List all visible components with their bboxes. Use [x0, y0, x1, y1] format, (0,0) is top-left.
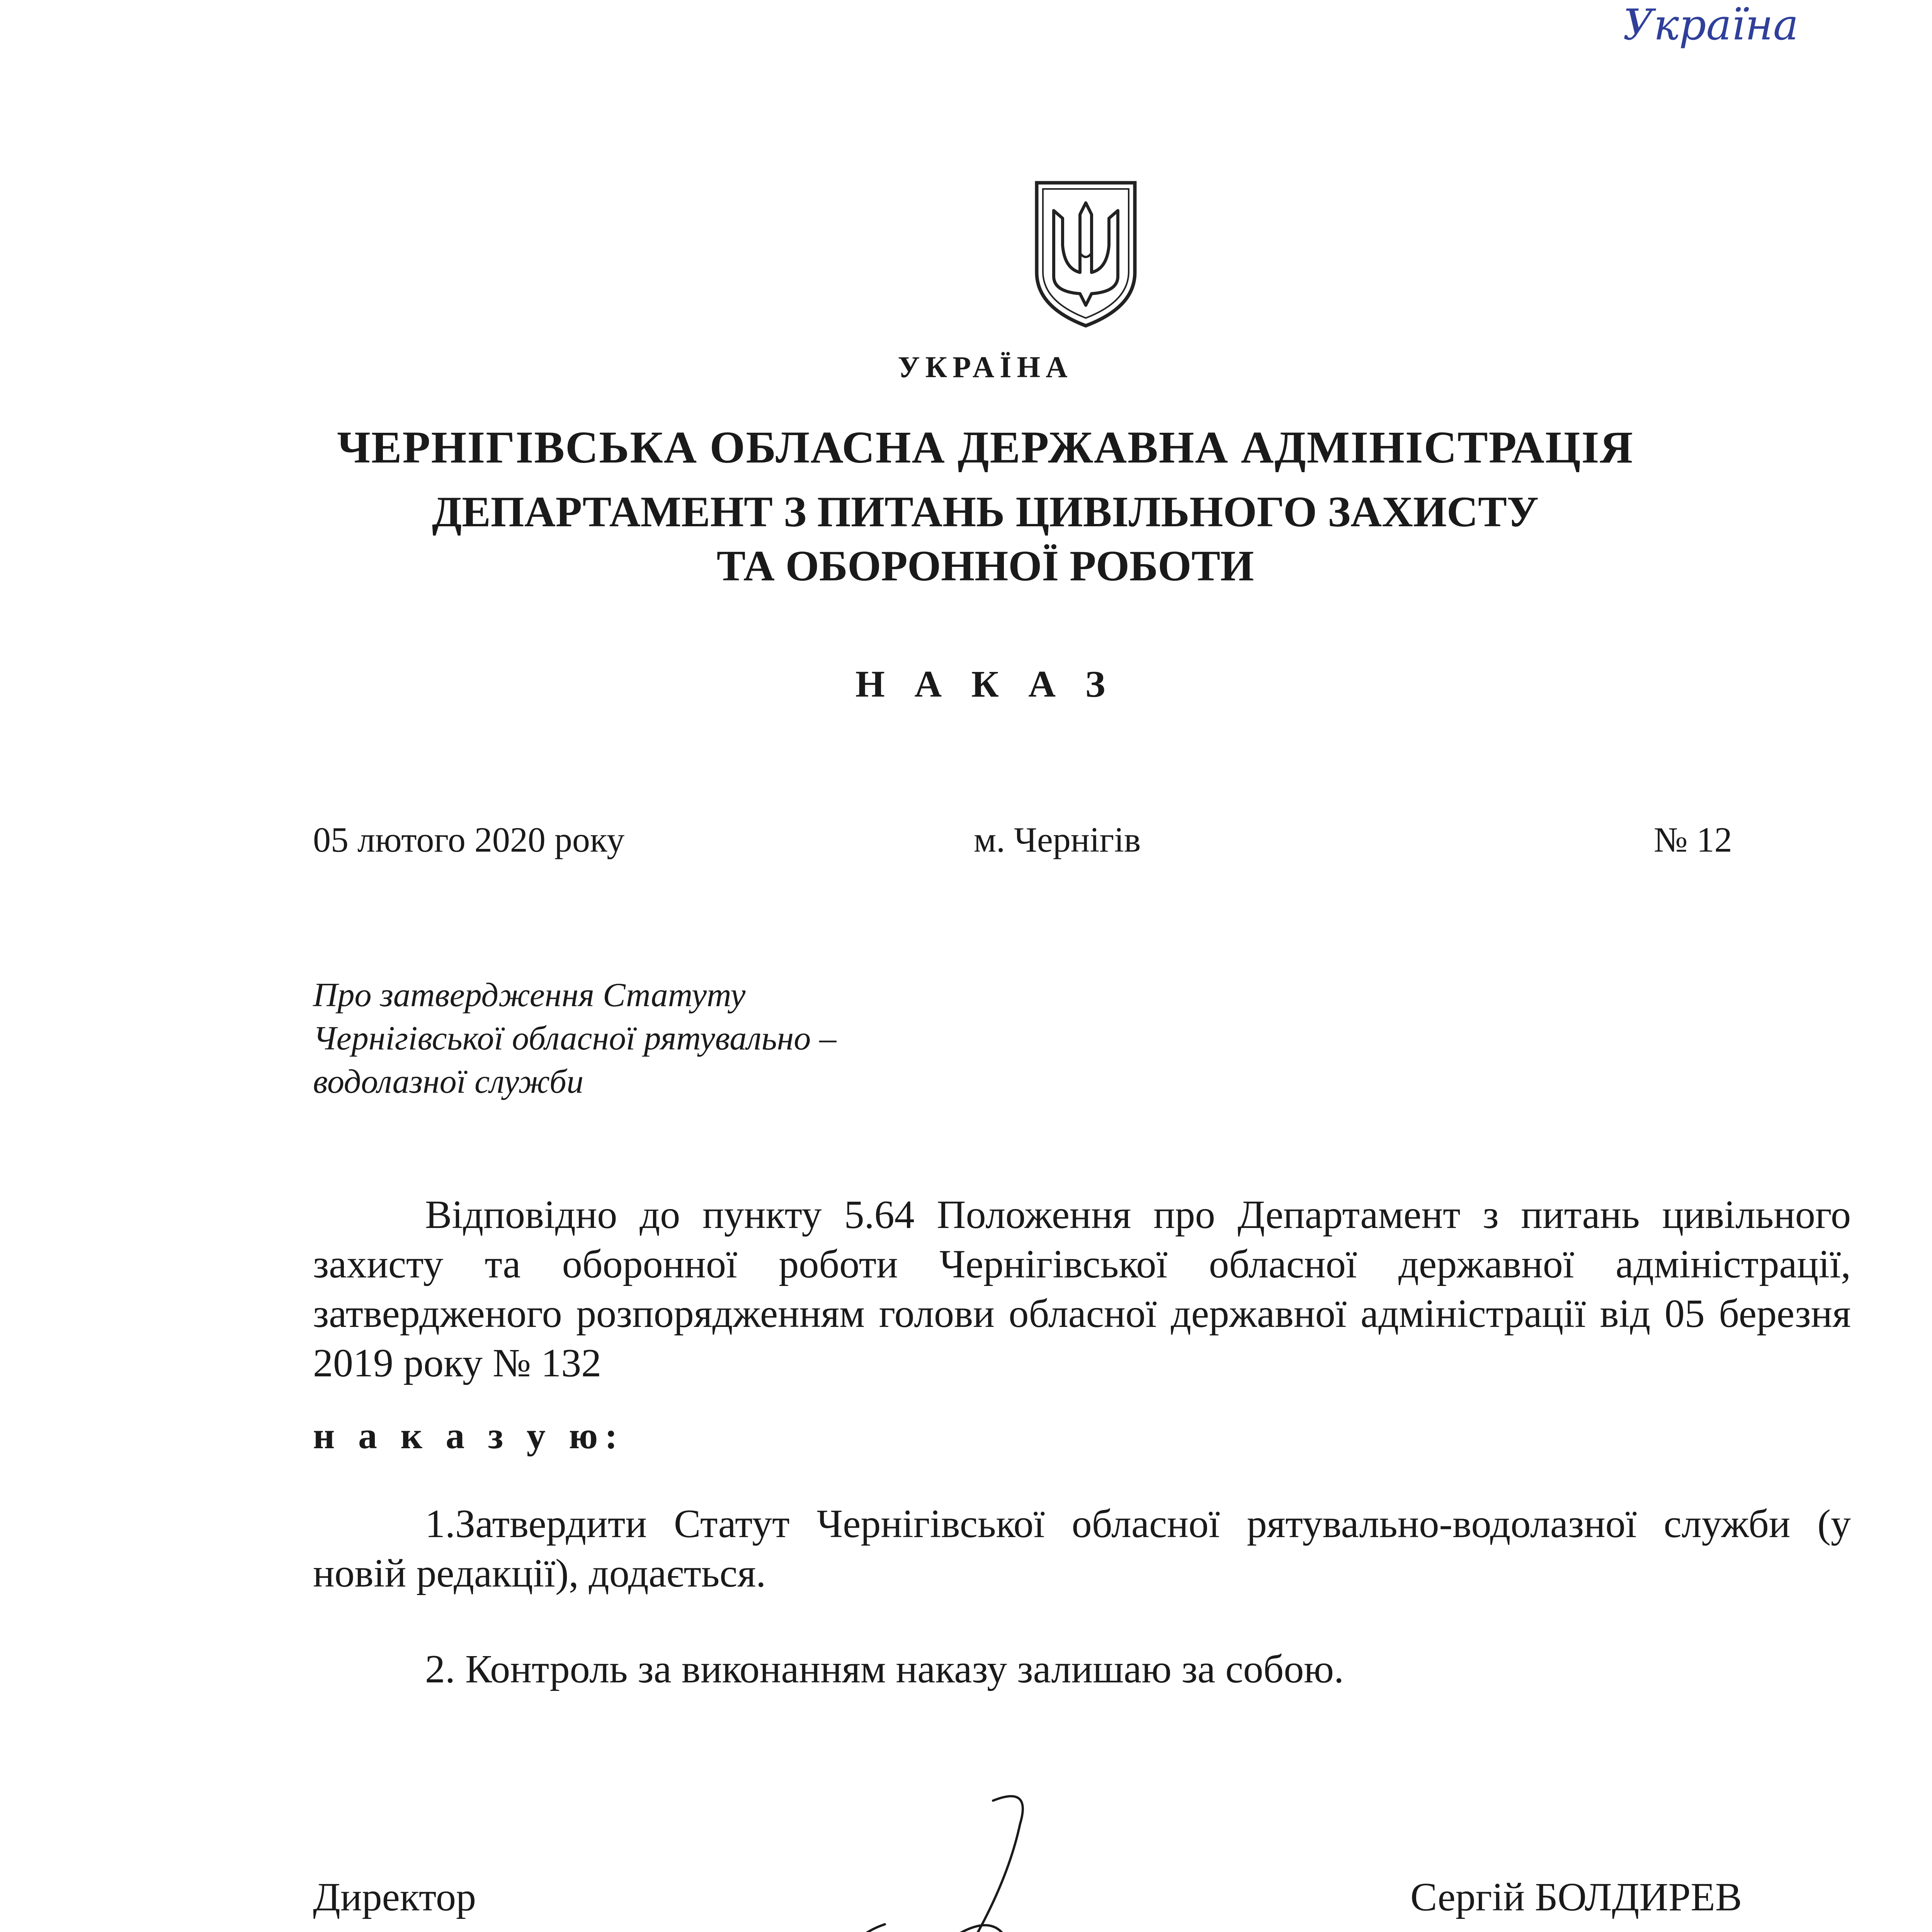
order-item-1: 1.Затвердити Статут Чернігівської обласної рятувально-водолазної служби (у новій редакції), додається.	[313, 1502, 1851, 1595]
subject-line-2: Чернігівської обласної рятувально –	[313, 1020, 837, 1057]
document-subject	[313, 974, 1009, 1104]
preamble-paragraph: Відповідно до пункту 5.64 Положення про Департамент з питань цивільного захисту та оборонної роботи Чернігівської обласної державної адміністрації, затвердженого розпорядженням голови обласної державної адміністрації від 05 березня 2019 року № 132	[313, 1192, 1851, 1385]
document-number: № 12	[1654, 820, 1732, 859]
department-name	[0, 485, 1932, 593]
signer-position: Директор	[313, 1875, 476, 1919]
department-line-1: ДЕПАРТАМЕНТ З ПИТАНЬ ЦИВІЛЬНОГО ЗАХИСТУ	[432, 488, 1539, 536]
document-city: м. Чернігів	[974, 820, 1141, 859]
signer-name: Сергій БОЛДИРЕВ	[1410, 1875, 1742, 1919]
country-name: УКРАЇНА	[898, 350, 1073, 384]
document-date: 05 лютого 2020 року	[313, 820, 625, 859]
tryzub-icon	[1030, 176, 1142, 330]
department-line-2: ТА ОБОРОННОЇ РОБОТИ	[716, 542, 1254, 590]
document-type: Н А К А З	[855, 663, 1116, 705]
subject-line-1: Про затвердження Статуту	[313, 976, 746, 1014]
organization-name: ЧЕРНІГІВСЬКА ОБЛАСНА ДЕРЖАВНА АДМІНІСТРАЦІЯ	[337, 422, 1634, 473]
order-item-2: 2. Контроль за виконанням наказу залишаю за собою.	[425, 1647, 1344, 1691]
handwritten-note: Україна	[1623, 0, 1799, 49]
signature-icon	[792, 1777, 1198, 1932]
subject-line-3: водолазної служби	[313, 1063, 584, 1100]
decree-word: н а к а з у ю:	[313, 1415, 624, 1457]
